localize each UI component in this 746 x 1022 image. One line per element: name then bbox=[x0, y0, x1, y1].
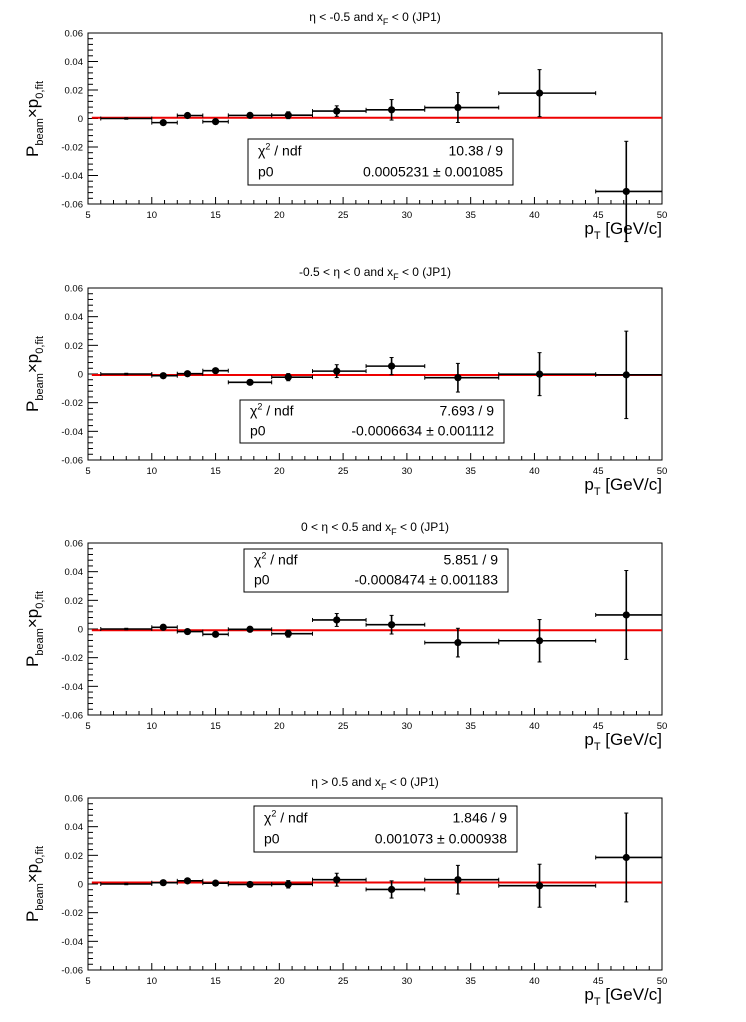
point-marker bbox=[184, 370, 191, 377]
x-tick-label: 30 bbox=[401, 721, 413, 732]
x-tick-label: 10 bbox=[146, 210, 158, 221]
x-tick-label: 25 bbox=[337, 976, 349, 987]
x-tick-label: 10 bbox=[146, 466, 158, 477]
x-tick-label: 45 bbox=[592, 976, 604, 987]
panel-1 bbox=[23, 10, 667, 242]
x-tick-label: 50 bbox=[656, 466, 668, 477]
y-tick-label: -0.06 bbox=[61, 965, 83, 977]
y-label-sub-fit: 0,fit bbox=[34, 591, 46, 609]
p0-value bbox=[354, 571, 498, 587]
point-marker bbox=[285, 881, 292, 888]
chi2-ndf-text: / ndf bbox=[270, 142, 302, 159]
x-tick-label: 10 bbox=[146, 721, 158, 732]
y-tick-label: -0.06 bbox=[61, 710, 83, 722]
x-tick-label: 20 bbox=[274, 466, 285, 477]
point-marker bbox=[623, 854, 630, 861]
point-marker bbox=[285, 630, 292, 637]
data-point bbox=[312, 106, 366, 117]
x-label-subscript: T bbox=[593, 741, 601, 753]
y-label-times-p: ×p bbox=[23, 353, 42, 374]
data-point bbox=[366, 358, 425, 375]
point-marker bbox=[623, 188, 630, 195]
y-label-times-p: ×p bbox=[23, 608, 42, 629]
y-tick-label: 0.02 bbox=[64, 85, 83, 97]
panel-2 bbox=[23, 265, 667, 498]
chi2-label bbox=[250, 401, 294, 418]
p0-error-value: 0.001085 bbox=[444, 163, 503, 180]
point-marker bbox=[454, 639, 461, 646]
point-marker bbox=[536, 90, 543, 97]
data-point bbox=[228, 626, 271, 633]
y-label-times-p: ×p bbox=[23, 98, 42, 119]
x-tick-label: 50 bbox=[656, 721, 668, 732]
p0-error-value: 0.000938 bbox=[448, 830, 507, 847]
p0-central-value: 0.001073 bbox=[374, 830, 434, 847]
point-marker bbox=[285, 112, 292, 119]
data-point bbox=[203, 880, 229, 887]
point-marker bbox=[536, 637, 543, 644]
point-marker bbox=[454, 876, 461, 883]
y-tick-label: -0.02 bbox=[61, 908, 83, 920]
point-marker bbox=[160, 624, 167, 631]
x-tick-label: 5 bbox=[85, 210, 91, 221]
x-tick-label: 35 bbox=[465, 721, 476, 732]
y-tick-label: -0.06 bbox=[61, 455, 83, 467]
p0-error-value: 0.001183 bbox=[440, 571, 498, 588]
x-label-subscript: T bbox=[593, 486, 601, 498]
data-point bbox=[499, 70, 596, 117]
y-axis-label bbox=[23, 591, 46, 667]
y-tick-label: -0.02 bbox=[61, 142, 83, 154]
p0-central-value: -0.0006634 bbox=[351, 422, 423, 439]
data-point bbox=[152, 119, 178, 126]
x-tick-label: 35 bbox=[465, 466, 476, 477]
x-tick-label: 30 bbox=[401, 466, 413, 477]
panel-title bbox=[311, 775, 439, 792]
title-text-tail: < 0 (JP1) bbox=[386, 775, 439, 789]
data-point bbox=[203, 631, 229, 638]
point-marker bbox=[246, 626, 253, 633]
y-axis-label bbox=[23, 81, 46, 157]
title-subscript: F bbox=[391, 527, 397, 537]
data-point bbox=[499, 864, 596, 907]
title-text-tail: < 0 (JP1) bbox=[388, 10, 441, 24]
chi-superscript: 2 bbox=[257, 401, 263, 412]
x-label-units: [GeV/c] bbox=[600, 475, 662, 494]
x-label-subscript: T bbox=[593, 230, 601, 242]
y-tick-label: -0.04 bbox=[61, 171, 83, 182]
y-tick-label: 0.06 bbox=[64, 28, 83, 40]
point-marker bbox=[388, 621, 395, 628]
x-tick-label: 45 bbox=[592, 210, 604, 221]
y-tick-label: 0.04 bbox=[64, 57, 83, 68]
p0-label: p0 bbox=[264, 830, 280, 847]
data-point bbox=[203, 118, 229, 125]
x-tick-label: 40 bbox=[529, 210, 540, 221]
x-tick-label: 15 bbox=[210, 210, 221, 221]
plus-minus-symbol: ± bbox=[422, 422, 438, 439]
y-tick-label: 0.02 bbox=[64, 340, 83, 352]
x-tick-label: 25 bbox=[337, 721, 349, 732]
x-tick-label: 20 bbox=[274, 976, 285, 987]
y-label-sub-fit: 0,fit bbox=[34, 336, 46, 354]
title-subscript: F bbox=[382, 17, 389, 27]
p0-value bbox=[351, 422, 494, 438]
x-label-p: p bbox=[584, 219, 594, 238]
data-point bbox=[425, 628, 499, 657]
chi-symbol: χ bbox=[250, 402, 258, 419]
x-tick-label: 5 bbox=[85, 466, 91, 477]
title-text: η < -0.5 and x bbox=[309, 10, 383, 24]
y-tick-label: 0.04 bbox=[64, 822, 83, 834]
data-point bbox=[312, 614, 366, 627]
y-tick-label: 0 bbox=[77, 624, 83, 636]
point-marker bbox=[246, 881, 253, 888]
x-label-p: p bbox=[584, 475, 594, 494]
chi-superscript: 2 bbox=[261, 550, 267, 561]
y-label-sub-fit: 0,fit bbox=[34, 81, 46, 99]
x-tick-label: 5 bbox=[85, 721, 91, 732]
chi2-ndf-text: / ndf bbox=[266, 551, 298, 568]
x-axis-label bbox=[584, 475, 662, 498]
stats-box bbox=[254, 806, 517, 852]
x-tick-label: 25 bbox=[337, 466, 349, 477]
p0-value bbox=[375, 831, 507, 847]
x-axis-label bbox=[584, 985, 662, 1008]
point-marker bbox=[623, 371, 630, 378]
point-marker bbox=[333, 368, 340, 375]
x-tick-label: 20 bbox=[274, 721, 285, 732]
y-tick-label: -0.04 bbox=[61, 936, 83, 948]
p0-error-value: 0.001112 bbox=[437, 422, 494, 439]
chi2-value: 5.851 / 9 bbox=[443, 551, 498, 568]
x-tick-label: 15 bbox=[210, 976, 221, 987]
y-label-sub-beam: beam bbox=[34, 373, 46, 401]
y-tick-label: -0.02 bbox=[61, 653, 83, 665]
point-marker bbox=[285, 374, 292, 381]
plus-minus-symbol: ± bbox=[429, 163, 445, 180]
x-tick-label: 10 bbox=[146, 976, 158, 987]
stats-box bbox=[248, 139, 513, 185]
point-marker bbox=[454, 374, 461, 381]
chi2-ndf-text: / ndf bbox=[276, 809, 308, 826]
data-point bbox=[177, 628, 203, 635]
y-label-P: P bbox=[23, 910, 42, 922]
p0-label: p0 bbox=[250, 422, 266, 439]
y-label-P: P bbox=[23, 145, 42, 157]
plus-minus-symbol: ± bbox=[425, 571, 441, 588]
point-marker bbox=[212, 118, 219, 125]
data-point bbox=[152, 372, 178, 379]
p0-label: p0 bbox=[258, 163, 274, 180]
x-label-p: p bbox=[584, 730, 594, 749]
x-label-subscript: T bbox=[593, 996, 601, 1008]
plus-minus-symbol: ± bbox=[433, 830, 449, 847]
x-tick-label: 5 bbox=[85, 976, 91, 987]
point-marker bbox=[246, 112, 253, 119]
y-tick-label: 0.02 bbox=[64, 595, 83, 607]
chi-symbol: χ bbox=[258, 142, 266, 159]
title-text: -0.5 < η < 0 and x bbox=[299, 265, 394, 279]
x-tick-label: 45 bbox=[592, 466, 604, 477]
point-marker bbox=[160, 372, 167, 379]
title-text-tail: < 0 (JP1) bbox=[398, 265, 451, 279]
y-tick-label: -0.06 bbox=[61, 199, 83, 211]
point-marker bbox=[388, 363, 395, 370]
point-marker bbox=[333, 616, 340, 623]
x-tick-label: 45 bbox=[592, 721, 604, 732]
data-point bbox=[425, 865, 499, 894]
data-point bbox=[499, 620, 596, 662]
title-subscript: F bbox=[393, 272, 399, 282]
x-tick-label: 20 bbox=[274, 210, 285, 221]
y-tick-label: 0.04 bbox=[64, 567, 83, 579]
x-tick-label: 50 bbox=[656, 210, 668, 221]
title-text: 0 < η < 0.5 and x bbox=[301, 520, 392, 534]
data-point bbox=[312, 873, 366, 886]
data-point bbox=[203, 367, 229, 374]
point-marker bbox=[454, 104, 461, 111]
y-label-sub-fit: 0,fit bbox=[34, 846, 46, 864]
chi2-ndf-text: / ndf bbox=[262, 402, 294, 419]
point-marker bbox=[333, 107, 340, 114]
point-marker bbox=[212, 880, 219, 887]
y-tick-label: 0.02 bbox=[64, 850, 83, 862]
chi-symbol: χ bbox=[264, 809, 272, 826]
y-label-P: P bbox=[23, 655, 42, 667]
y-axis-label bbox=[23, 846, 46, 922]
point-marker bbox=[160, 879, 167, 886]
y-tick-label: 0 bbox=[77, 114, 83, 125]
x-label-units: [GeV/c] bbox=[600, 730, 662, 749]
x-tick-label: 40 bbox=[529, 976, 540, 987]
data-point bbox=[366, 615, 425, 634]
x-tick-label: 35 bbox=[465, 976, 476, 987]
y-label-sub-beam: beam bbox=[34, 883, 46, 911]
y-label-sub-beam: beam bbox=[34, 628, 46, 656]
chi-superscript: 2 bbox=[271, 808, 277, 819]
panel-title bbox=[301, 520, 449, 537]
x-tick-label: 50 bbox=[656, 976, 668, 987]
y-tick-label: 0 bbox=[77, 879, 83, 891]
p0-label: p0 bbox=[254, 571, 270, 588]
point-marker bbox=[246, 379, 253, 386]
y-tick-label: -0.04 bbox=[61, 426, 83, 438]
panel-3 bbox=[23, 520, 667, 753]
data-point bbox=[177, 370, 203, 377]
title-subscript: F bbox=[380, 782, 387, 792]
y-label-sub-beam: beam bbox=[34, 118, 46, 146]
x-tick-label: 40 bbox=[529, 466, 540, 477]
panel-title bbox=[299, 265, 451, 282]
x-tick-label: 30 bbox=[401, 976, 413, 987]
x-tick-label: 40 bbox=[529, 721, 540, 732]
title-text-tail: < 0 (JP1) bbox=[396, 520, 449, 534]
x-tick-label: 15 bbox=[210, 721, 221, 732]
y-label-P: P bbox=[23, 400, 42, 412]
y-tick-label: -0.04 bbox=[61, 681, 83, 693]
data-point bbox=[425, 363, 499, 392]
y-axis-label bbox=[23, 336, 46, 412]
data-point bbox=[596, 331, 662, 418]
point-marker bbox=[388, 886, 395, 893]
point-marker bbox=[536, 882, 543, 889]
p0-value bbox=[363, 164, 503, 180]
stats-box bbox=[240, 400, 504, 443]
chi2-label bbox=[254, 550, 298, 567]
point-marker bbox=[212, 367, 219, 374]
point-marker bbox=[212, 631, 219, 638]
p0-central-value: -0.0008474 bbox=[354, 571, 426, 588]
panel-title bbox=[309, 10, 441, 27]
x-tick-label: 30 bbox=[401, 210, 413, 221]
x-tick-label: 35 bbox=[465, 210, 476, 221]
x-tick-label: 15 bbox=[210, 466, 221, 477]
y-label-times-p: ×p bbox=[23, 863, 42, 884]
y-tick-label: 0 bbox=[77, 369, 83, 381]
chi2-value: 7.693 / 9 bbox=[439, 402, 494, 419]
chi2-label bbox=[258, 142, 302, 159]
x-label-p: p bbox=[584, 985, 594, 1004]
x-tick-label: 25 bbox=[337, 210, 349, 221]
chi-symbol: χ bbox=[254, 551, 262, 568]
point-marker bbox=[184, 112, 191, 119]
data-point bbox=[152, 879, 178, 886]
point-marker bbox=[388, 106, 395, 113]
data-point bbox=[596, 813, 662, 902]
chi2-value: 10.38 / 9 bbox=[448, 142, 503, 159]
panel-4 bbox=[23, 775, 667, 1008]
stats-box bbox=[244, 549, 508, 592]
p0-central-value: 0.0005231 bbox=[362, 163, 430, 180]
data-point bbox=[228, 379, 271, 386]
x-label-units: [GeV/c] bbox=[600, 985, 662, 1004]
y-tick-label: 0.06 bbox=[64, 538, 83, 550]
title-text: η > 0.5 and x bbox=[311, 775, 381, 789]
chi2-value: 1.846 / 9 bbox=[452, 809, 507, 826]
y-tick-label: 0.06 bbox=[64, 793, 83, 805]
y-tick-label: 0.06 bbox=[64, 283, 83, 295]
point-marker bbox=[184, 877, 191, 884]
point-marker bbox=[160, 119, 167, 126]
y-tick-label: 0.04 bbox=[64, 312, 83, 324]
x-axis-label bbox=[584, 730, 662, 753]
point-marker bbox=[184, 628, 191, 635]
x-axis-label bbox=[584, 219, 662, 242]
y-tick-label: -0.02 bbox=[61, 398, 83, 410]
point-marker bbox=[536, 371, 543, 378]
chi-superscript: 2 bbox=[265, 141, 271, 152]
data-point bbox=[499, 353, 596, 396]
data-point bbox=[596, 571, 662, 660]
point-marker bbox=[333, 876, 340, 883]
point-marker bbox=[623, 611, 630, 618]
x-label-units: [GeV/c] bbox=[600, 219, 662, 238]
chi2-label bbox=[264, 809, 308, 826]
